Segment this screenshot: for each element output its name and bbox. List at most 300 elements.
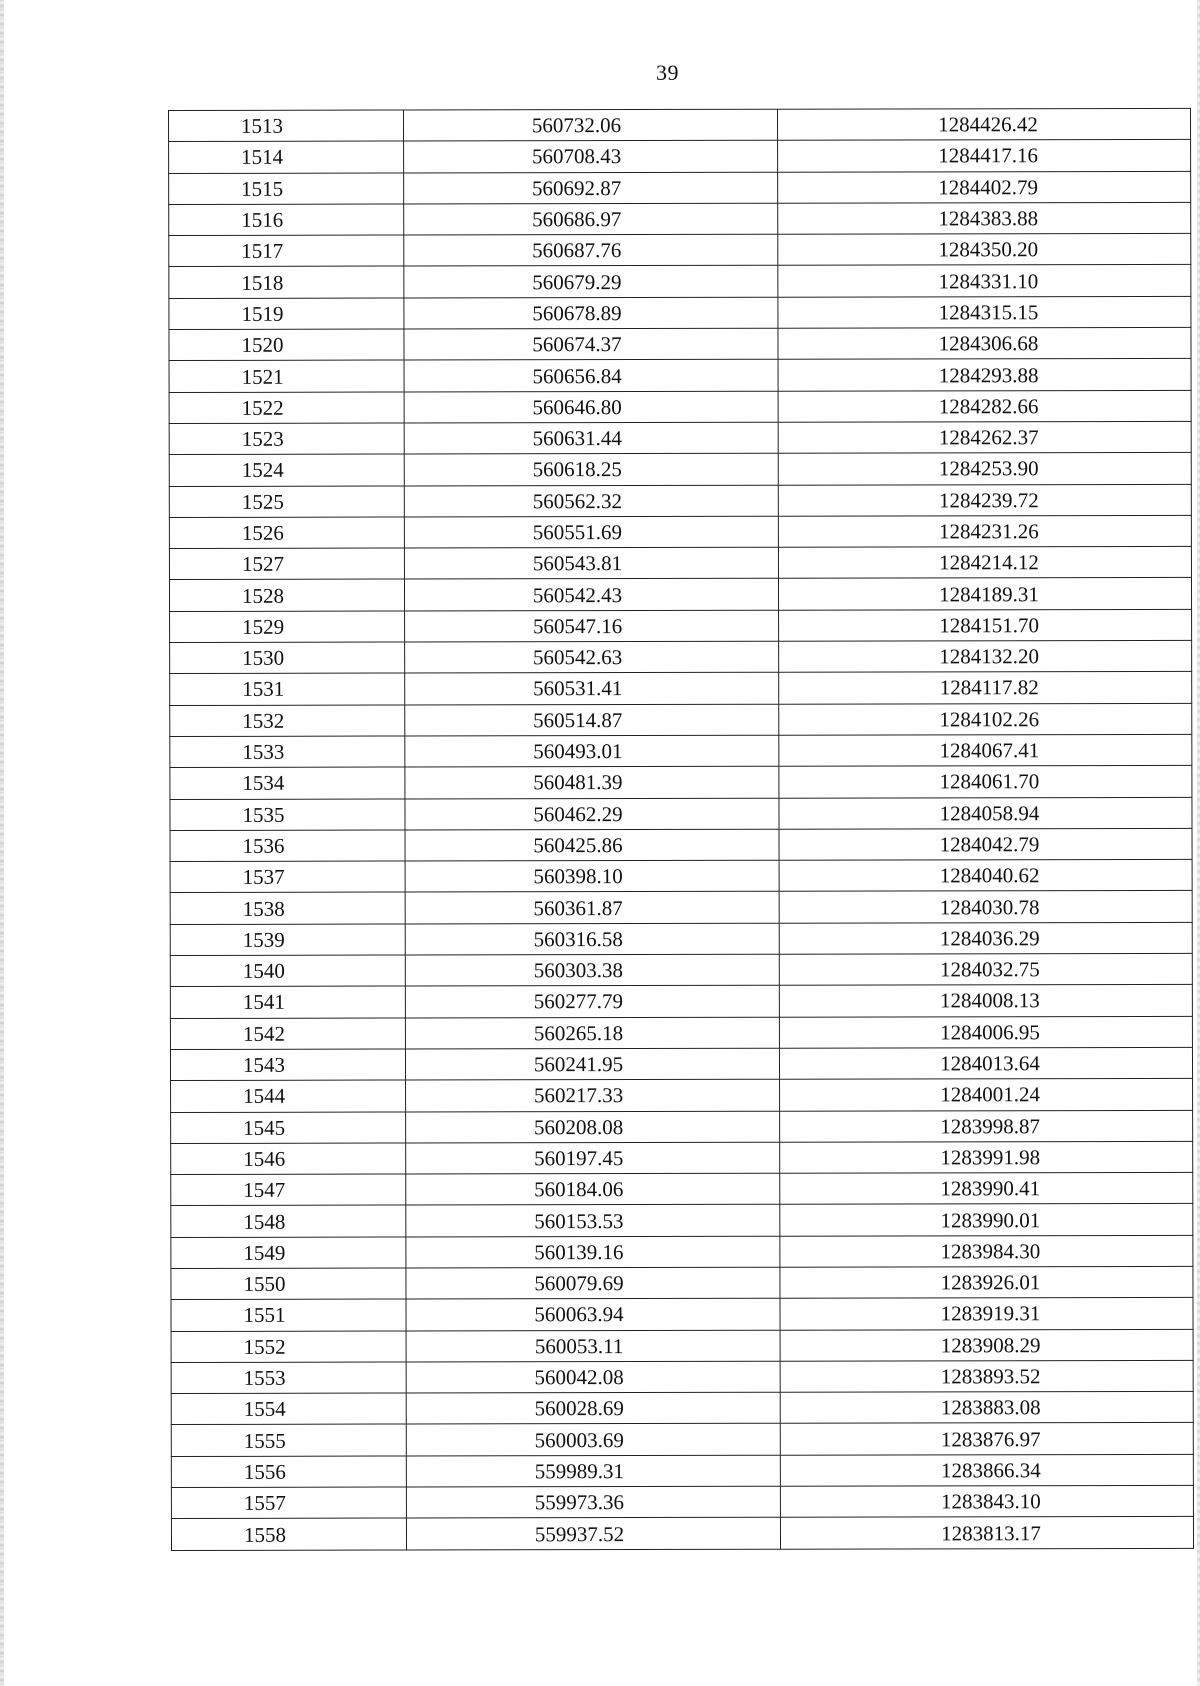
x-coordinate-cell <box>405 923 779 955</box>
table-row <box>171 1266 1193 1299</box>
cell-text: 1526 <box>241 520 284 545</box>
point-number-cell <box>170 611 405 643</box>
cell-text: 560462.29 <box>533 801 623 826</box>
cell-text: 1284036.29 <box>939 926 1040 951</box>
cell-text: 1514 <box>241 145 284 170</box>
point-number-cell <box>169 423 404 455</box>
cell-text: 560139.16 <box>534 1239 624 1265</box>
point-number-cell <box>169 235 404 267</box>
y-coordinate-cell <box>778 578 1191 610</box>
cell-text: 560316.58 <box>533 926 623 952</box>
cell-text: 560531.41 <box>533 676 623 701</box>
x-coordinate-cell <box>406 1392 780 1424</box>
point-number-cell <box>170 736 405 768</box>
cell-text: 560042.08 <box>534 1365 624 1390</box>
cell-text: 1549 <box>243 1240 286 1265</box>
table-row <box>169 547 1191 580</box>
cell-text: 560679.29 <box>532 269 622 294</box>
cell-text: 560398.10 <box>533 864 623 889</box>
point-number-cell <box>169 204 404 236</box>
x-coordinate-cell <box>404 141 778 173</box>
cell-text: 1284383.88 <box>938 206 1039 231</box>
cell-text: 1283998.87 <box>940 1113 1041 1139</box>
table-row <box>170 609 1192 642</box>
y-coordinate-cell <box>778 484 1191 516</box>
y-coordinate-cell <box>780 1423 1193 1455</box>
cell-text: 1283813.17 <box>941 1520 1041 1545</box>
cell-text: 1540 <box>242 958 285 984</box>
cell-text: 1283883.08 <box>940 1395 1041 1420</box>
table-row <box>171 1079 1193 1112</box>
cell-text: 1533 <box>242 739 285 764</box>
point-number-cell <box>171 1331 406 1363</box>
cell-text: 1558 <box>243 1522 287 1547</box>
y-coordinate-cell <box>778 359 1191 391</box>
cell-text: 1538 <box>242 896 285 921</box>
cell-text: 1283926.01 <box>940 1270 1041 1295</box>
cell-text: 560514.87 <box>533 707 623 733</box>
y-coordinate-cell <box>780 1454 1193 1486</box>
x-coordinate-cell <box>404 516 778 548</box>
y-coordinate-cell <box>779 922 1192 954</box>
y-coordinate-cell <box>779 672 1192 704</box>
table-row <box>169 202 1191 235</box>
cell-text: 1553 <box>243 1365 286 1390</box>
x-coordinate-cell <box>405 986 779 1018</box>
cell-text: 1284040.62 <box>939 863 1040 888</box>
cell-text: 1284058.94 <box>939 800 1040 826</box>
table-row <box>171 1517 1193 1550</box>
cell-text: 1284426.42 <box>938 112 1038 137</box>
x-coordinate-cell <box>404 453 778 485</box>
table-row <box>171 1329 1193 1362</box>
cell-text: 1547 <box>243 1177 286 1203</box>
table-row <box>170 828 1192 861</box>
point-number-cell <box>170 799 405 831</box>
x-coordinate-cell <box>406 1142 780 1174</box>
y-coordinate-cell <box>779 609 1192 641</box>
x-coordinate-cell <box>404 485 778 517</box>
point-number-cell <box>171 1268 406 1300</box>
cell-text: 1284282.66 <box>938 393 1039 419</box>
cell-text: 1284293.88 <box>938 362 1039 387</box>
point-number-cell <box>171 1143 406 1175</box>
cell-text: 1284231.26 <box>938 519 1039 544</box>
x-coordinate-cell <box>406 1299 780 1331</box>
point-number-cell <box>169 579 404 611</box>
x-coordinate-cell <box>404 297 778 329</box>
cell-text: 1284253.90 <box>938 456 1039 481</box>
point-number-cell <box>171 1362 406 1394</box>
x-coordinate-cell <box>404 391 778 423</box>
cell-text: 1284306.68 <box>938 331 1039 356</box>
table-row <box>169 108 1191 141</box>
cell-text: 560687.76 <box>532 238 622 263</box>
cell-text: 1284117.82 <box>939 675 1039 700</box>
table-row <box>171 1172 1193 1205</box>
y-coordinate-cell <box>778 171 1191 203</box>
x-coordinate-cell <box>406 1111 780 1143</box>
table-row <box>170 1047 1192 1080</box>
y-coordinate-cell <box>779 734 1192 766</box>
x-coordinate-cell <box>405 673 779 705</box>
y-coordinate-cell <box>779 640 1192 672</box>
point-number-cell <box>171 1080 406 1112</box>
cell-text: 1552 <box>243 1334 286 1359</box>
point-number-cell <box>169 392 404 424</box>
table-row <box>169 421 1191 454</box>
point-number-cell <box>169 360 404 392</box>
x-coordinate-cell <box>406 1455 780 1487</box>
page-number: 39 <box>656 60 679 85</box>
cell-text: 1284061.70 <box>939 769 1040 794</box>
point-number-cell <box>171 1237 406 1269</box>
y-coordinate-cell <box>780 1517 1193 1549</box>
y-coordinate-cell <box>778 547 1191 579</box>
cell-text: 560197.45 <box>534 1145 624 1171</box>
x-coordinate-cell <box>405 860 779 892</box>
coordinates-table <box>168 108 1194 1551</box>
cell-text: 1284402.79 <box>938 174 1039 200</box>
table-row <box>169 515 1191 548</box>
cell-text: 1284013.64 <box>940 1051 1040 1076</box>
cell-text: 1283984.30 <box>940 1239 1041 1264</box>
table-row <box>169 140 1191 173</box>
cell-text: 560079.69 <box>534 1271 624 1296</box>
point-number-cell <box>171 1205 406 1237</box>
x-coordinate-cell <box>405 892 779 924</box>
cell-text: 1284001.24 <box>940 1082 1040 1107</box>
point-number-cell <box>170 861 405 893</box>
cell-text: 1548 <box>243 1209 286 1234</box>
table-row <box>169 390 1191 423</box>
point-number-cell <box>171 1112 406 1144</box>
cell-text: 560481.39 <box>533 770 623 795</box>
y-coordinate-cell <box>779 828 1192 860</box>
point-number-cell <box>169 517 404 549</box>
cell-text: 1283866.34 <box>940 1458 1041 1483</box>
cell-text: 560686.97 <box>532 207 622 232</box>
table-row <box>171 1110 1193 1143</box>
y-coordinate-cell <box>779 766 1192 798</box>
cell-text: 1537 <box>242 865 285 890</box>
cell-text: 1284239.72 <box>938 487 1039 513</box>
cell-text: 560708.43 <box>531 144 622 169</box>
x-coordinate-cell <box>405 829 779 861</box>
point-number-cell <box>171 1393 406 1425</box>
cell-text: 1518 <box>241 270 284 295</box>
cell-text: 1528 <box>241 583 285 608</box>
cell-text: 1544 <box>243 1084 286 1109</box>
cell-text: 1284030.78 <box>939 894 1040 919</box>
table-row <box>170 640 1192 673</box>
point-number-cell <box>169 329 404 361</box>
cell-text: 1551 <box>243 1303 286 1328</box>
point-number-cell <box>169 141 404 173</box>
cell-text: 1284006.95 <box>940 1019 1040 1045</box>
table-row <box>169 234 1191 267</box>
cell-text: 1284151.70 <box>939 613 1039 638</box>
cell-text: 559937.52 <box>534 1521 625 1546</box>
table-row <box>169 484 1191 517</box>
point-number-cell <box>170 673 405 705</box>
table-row <box>169 171 1191 204</box>
cell-text: 559973.36 <box>534 1490 625 1515</box>
x-coordinate-cell <box>404 579 778 611</box>
cell-text: 1284350.20 <box>938 237 1039 262</box>
scan-edge-left <box>0 0 4 1686</box>
cell-text: 1534 <box>242 771 285 796</box>
cell-text: 560678.89 <box>532 300 622 326</box>
y-coordinate-cell <box>778 453 1191 485</box>
cell-text: 1283893.52 <box>940 1364 1041 1389</box>
y-coordinate-cell <box>779 1016 1192 1048</box>
point-number-cell <box>170 955 405 987</box>
y-coordinate-cell <box>779 797 1192 829</box>
cell-text: 1545 <box>243 1115 286 1140</box>
cell-text: 1283876.97 <box>940 1426 1041 1451</box>
point-number-cell <box>171 1174 406 1206</box>
cell-text: 1523 <box>241 426 284 451</box>
table-row <box>169 359 1191 392</box>
x-coordinate-cell <box>406 1079 780 1111</box>
cell-text: 560542.63 <box>532 645 623 670</box>
point-number-cell <box>169 486 404 518</box>
x-coordinate-cell <box>406 1173 780 1205</box>
x-coordinate-cell <box>406 1424 780 1456</box>
y-coordinate-cell <box>779 703 1192 735</box>
table-row <box>170 703 1192 736</box>
y-coordinate-cell <box>780 1360 1193 1392</box>
x-coordinate-cell <box>404 203 778 235</box>
x-coordinate-cell <box>406 1518 780 1550</box>
y-coordinate-cell <box>779 891 1192 923</box>
cell-text: 1519 <box>241 301 284 326</box>
y-coordinate-cell <box>778 390 1191 422</box>
cell-text: 1527 <box>241 552 284 577</box>
y-coordinate-cell <box>778 265 1191 297</box>
cell-text: 560692.87 <box>532 175 622 200</box>
table-row <box>170 953 1192 986</box>
cell-text: 1284042.79 <box>939 832 1040 857</box>
x-coordinate-cell <box>406 1330 780 1362</box>
cell-text: 1531 <box>242 677 285 702</box>
cell-text: 1284262.37 <box>938 425 1039 450</box>
point-number-cell <box>171 1424 406 1456</box>
table-row <box>171 1392 1193 1425</box>
point-number-cell <box>171 1456 406 1488</box>
y-coordinate-cell <box>779 1047 1192 1079</box>
cell-text: 560208.08 <box>533 1114 624 1139</box>
y-coordinate-cell <box>777 108 1190 140</box>
y-coordinate-cell <box>780 1392 1193 1424</box>
x-coordinate-cell <box>406 1486 780 1518</box>
table-row <box>171 1485 1193 1518</box>
table-row <box>170 891 1192 924</box>
table-row <box>171 1235 1193 1268</box>
point-number-cell <box>170 642 405 674</box>
point-number-cell <box>171 1487 406 1519</box>
cell-text: 1284008.13 <box>939 988 1040 1013</box>
cell-text: 560618.25 <box>532 457 622 482</box>
y-coordinate-cell <box>778 296 1191 328</box>
x-coordinate-cell <box>404 172 778 204</box>
y-coordinate-cell <box>780 1204 1193 1236</box>
cell-text: 560241.95 <box>533 1052 624 1077</box>
point-number-cell <box>170 1049 405 1081</box>
table-row <box>171 1298 1193 1331</box>
table-row <box>170 985 1192 1018</box>
cell-text: 1284102.26 <box>939 706 1040 732</box>
cell-text: 1554 <box>243 1397 286 1422</box>
cell-text: 1284189.31 <box>939 581 1039 606</box>
table-row <box>171 1454 1193 1487</box>
coordinates-table-body <box>169 108 1194 1550</box>
table-row <box>170 766 1192 799</box>
table-row <box>171 1204 1193 1237</box>
x-coordinate-cell <box>406 1236 780 1268</box>
y-coordinate-cell <box>780 1298 1193 1330</box>
cell-text: 1522 <box>241 395 284 420</box>
y-coordinate-cell <box>779 859 1192 891</box>
cell-text: 560547.16 <box>532 613 623 639</box>
cell-text: 1284032.75 <box>939 957 1040 982</box>
point-number-cell <box>169 173 404 205</box>
cell-text: 1284331.10 <box>938 268 1039 294</box>
cell-text: 1529 <box>242 614 285 639</box>
x-coordinate-cell <box>404 266 778 298</box>
cell-text: 1283919.31 <box>940 1301 1041 1326</box>
y-coordinate-cell <box>780 1110 1193 1142</box>
y-coordinate-cell <box>779 953 1192 985</box>
x-coordinate-cell <box>405 610 779 642</box>
cell-text: 559989.31 <box>534 1458 625 1484</box>
cell-text: 1542 <box>242 1021 285 1046</box>
cell-text: 560053.11 <box>534 1333 624 1358</box>
point-number-cell <box>170 705 405 737</box>
cell-text: 560631.44 <box>532 426 622 451</box>
cell-text: 560732.06 <box>531 113 622 138</box>
cell-text: 1284214.12 <box>939 550 1039 575</box>
point-number-cell <box>170 767 405 799</box>
cell-text: 560184.06 <box>534 1177 624 1202</box>
y-coordinate-cell <box>780 1079 1193 1111</box>
table-row <box>170 922 1192 955</box>
cell-text: 1539 <box>242 927 285 952</box>
y-coordinate-cell <box>780 1329 1193 1361</box>
table-row <box>169 453 1191 486</box>
table-row <box>169 296 1191 329</box>
y-coordinate-cell <box>780 1235 1193 1267</box>
table-row <box>170 1016 1192 1049</box>
cell-text: 560493.01 <box>533 739 623 764</box>
y-coordinate-cell <box>778 234 1191 266</box>
x-coordinate-cell <box>405 766 779 798</box>
cell-text: 560543.81 <box>532 551 623 576</box>
y-coordinate-cell <box>778 202 1191 234</box>
y-coordinate-cell <box>778 327 1191 359</box>
x-coordinate-cell <box>404 547 778 579</box>
cell-text: 1530 <box>242 645 285 671</box>
cell-text: 1541 <box>242 990 285 1015</box>
table-row <box>170 797 1192 830</box>
cell-text: 560646.80 <box>532 394 622 420</box>
cell-text: 560562.32 <box>532 488 622 513</box>
point-number-cell <box>171 1299 406 1331</box>
x-coordinate-cell <box>405 735 779 767</box>
y-coordinate-cell <box>780 1485 1193 1517</box>
point-number-cell <box>170 892 405 924</box>
point-number-cell <box>170 830 405 862</box>
cell-text: 1513 <box>241 113 284 138</box>
point-number-cell <box>169 454 404 486</box>
y-coordinate-cell <box>780 1172 1193 1204</box>
cell-text: 1517 <box>241 239 284 264</box>
cell-text: 1556 <box>243 1459 286 1484</box>
point-number-cell <box>169 110 404 142</box>
cell-text: 1516 <box>241 207 284 232</box>
cell-text: 560674.37 <box>532 332 622 357</box>
cell-text: 1283990.41 <box>940 1176 1041 1201</box>
point-number-cell <box>169 548 404 580</box>
table-row <box>171 1423 1193 1456</box>
x-coordinate-cell <box>406 1205 780 1237</box>
cell-text: 1283843.10 <box>941 1489 1041 1514</box>
cell-text: 560003.69 <box>534 1427 624 1452</box>
cell-text: 1525 <box>241 489 284 514</box>
cell-text: 1520 <box>241 332 284 358</box>
cell-text: 1555 <box>243 1428 286 1453</box>
cell-text: 1284132.20 <box>939 644 1040 669</box>
cell-text: 1283991.98 <box>940 1145 1041 1170</box>
table-row <box>170 734 1192 767</box>
x-coordinate-cell <box>404 360 778 392</box>
cell-text: 1284417.16 <box>938 143 1038 168</box>
cell-text: 560277.79 <box>533 989 624 1014</box>
point-number-cell <box>169 266 404 298</box>
x-coordinate-cell <box>405 798 779 830</box>
x-coordinate-cell <box>405 641 779 673</box>
y-coordinate-cell <box>778 421 1191 453</box>
cell-text: 560656.84 <box>532 363 622 388</box>
cell-text: 1550 <box>243 1271 286 1296</box>
x-coordinate-cell <box>405 1017 779 1049</box>
x-coordinate-cell <box>404 328 778 360</box>
x-coordinate-cell <box>404 422 778 454</box>
cell-text: 1515 <box>241 176 284 201</box>
point-number-cell <box>169 298 404 330</box>
table-row <box>169 327 1191 360</box>
cell-text: 560153.53 <box>534 1208 624 1233</box>
table-row <box>171 1360 1193 1393</box>
point-number-cell <box>170 1018 405 1050</box>
table-row <box>170 672 1192 705</box>
cell-text: 1557 <box>243 1490 286 1516</box>
cell-text: 1521 <box>241 364 284 389</box>
x-coordinate-cell <box>406 1267 780 1299</box>
cell-text: 1284067.41 <box>939 738 1040 763</box>
cell-text: 560551.69 <box>532 520 623 545</box>
cell-text: 1536 <box>242 833 285 858</box>
cell-text: 560361.87 <box>533 895 623 920</box>
x-coordinate-cell <box>406 1361 780 1393</box>
table-row <box>171 1141 1193 1174</box>
point-number-cell <box>170 986 405 1018</box>
cell-text: 560028.69 <box>534 1396 624 1421</box>
y-coordinate-cell <box>779 985 1192 1017</box>
cell-text: 1524 <box>241 458 284 483</box>
cell-text: 1546 <box>243 1146 286 1171</box>
